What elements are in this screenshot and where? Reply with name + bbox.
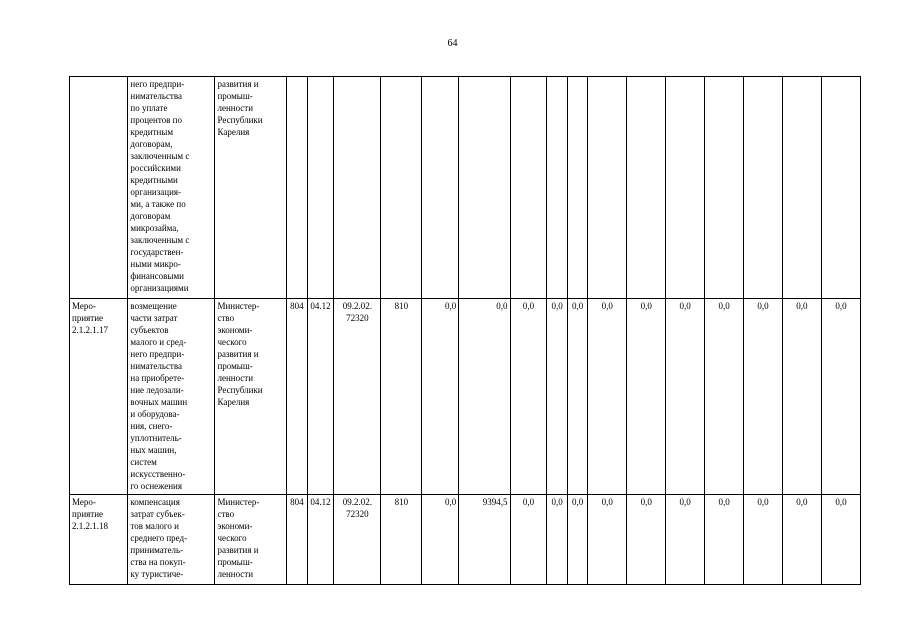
funding-value-cell — [459, 77, 510, 299]
cell-text-line: кредитным — [130, 127, 174, 137]
cell-text-line: промыш- — [217, 557, 253, 567]
cell-text-line: искусственно- — [130, 469, 186, 479]
cell-text-line: заключенным с — [130, 151, 190, 161]
cell-text-line: организация- — [130, 187, 182, 197]
cell-text-line: договорам, — [130, 139, 173, 149]
cell-text-line: кредитными — [130, 175, 178, 185]
cell-text-line: ческого — [217, 337, 247, 347]
cell-text-line: систем — [130, 457, 157, 467]
cell-text-line: тов малого и — [130, 521, 179, 531]
funding-value-cell: 0,0 — [744, 495, 783, 585]
cell-text-line: Карелия — [217, 127, 250, 137]
funding-value-cell: 0,0 — [459, 299, 510, 495]
cell-text-line: ку туристиче- — [130, 569, 184, 579]
funding-value-cell: 0,0 — [588, 495, 627, 585]
cell-text-line: развития и — [217, 349, 259, 359]
cell-text-line: среднего пред- — [130, 533, 188, 543]
cell-text-line: промыш- — [217, 91, 253, 101]
funding-value-cell — [666, 77, 705, 299]
cell-text-line: финансовыми — [130, 271, 184, 281]
responsible-executor-cell — [215, 495, 287, 585]
cell-text-line: ными микро- — [130, 259, 181, 269]
cell-text-line: 72320 — [346, 313, 369, 323]
cell-text-line: Меро- — [72, 301, 96, 311]
funding-value-cell — [627, 77, 666, 299]
grbs-code-cell — [287, 77, 307, 299]
budget-table — [69, 76, 861, 585]
cell-text-line: микрозайма, — [130, 223, 179, 233]
funding-value-cell — [821, 77, 860, 299]
cell-text-line: ства на покуп- — [130, 557, 186, 567]
vr-code-cell: 810 — [381, 495, 422, 585]
funding-value-cell — [510, 77, 547, 299]
cell-text-line: российскими — [130, 163, 181, 173]
funding-value-cell: 0,0 — [510, 495, 547, 585]
cell-text-line: 72320 — [346, 509, 369, 519]
cell-text-line: приятие — [72, 313, 104, 323]
cell-text-line: затрат субъек- — [130, 509, 185, 519]
cell-text-line: Республики — [217, 385, 263, 395]
cell-text-line: компенсация — [130, 497, 180, 507]
responsible-executor-cell — [215, 77, 287, 299]
cell-text-line: договорам — [130, 211, 171, 221]
funding-value-cell — [567, 77, 587, 299]
cell-text-line: ленности — [217, 373, 254, 383]
cell-text-line: развития и — [217, 79, 259, 89]
page-number: 64 — [447, 38, 458, 49]
cell-text-line: приниматель- — [130, 545, 184, 555]
cell-text-line: на приобрете- — [130, 373, 185, 383]
funding-value-cell — [744, 77, 783, 299]
rzpr-code-cell: 04.12 — [307, 299, 334, 495]
activity-name-cell — [70, 495, 128, 585]
funding-value-cell: 0,0 — [627, 495, 666, 585]
cell-text-line: по уплате — [130, 103, 168, 113]
cell-text-line: 2.1.2.1.18 — [72, 521, 108, 531]
cell-text-line: экономи- — [217, 521, 253, 531]
funding-value-cell: 0,0 — [782, 299, 821, 495]
cell-text-line: промыш- — [217, 361, 253, 371]
funding-value-cell: 0,0 — [567, 299, 587, 495]
funding-value-cell: 9394,5 — [459, 495, 510, 585]
cell-text-line: заключенным с — [130, 235, 190, 245]
activity-description-cell — [128, 495, 215, 585]
funding-value-cell — [588, 77, 627, 299]
funding-value-cell: 0,0 — [705, 299, 744, 495]
grbs-code-cell: 804 — [287, 299, 307, 495]
cell-text-line: процентов по — [130, 115, 182, 125]
rzpr-code-cell — [307, 77, 334, 299]
cell-text-line: ческого — [217, 533, 247, 543]
cell-text-line: ленности — [217, 569, 254, 579]
cell-text-line: Министер- — [217, 301, 260, 311]
cell-text-line: ных машин, — [130, 445, 177, 455]
cell-text-line: приятие — [72, 509, 104, 519]
funding-value-cell: 0,0 — [744, 299, 783, 495]
funding-value-cell: 0,0 — [422, 299, 459, 495]
cell-text-line: нимательства — [130, 361, 182, 371]
csr-code-cell — [334, 299, 381, 495]
cell-text-line: нимательства — [130, 91, 182, 101]
funding-value-cell — [705, 77, 744, 299]
grbs-code-cell: 804 — [287, 495, 307, 585]
cell-text-line: ми, а также по — [130, 199, 186, 209]
table-row — [70, 495, 861, 585]
rzpr-code-cell: 04.12 — [307, 495, 334, 585]
funding-value-cell: 0,0 — [705, 495, 744, 585]
vr-code-cell: 810 — [381, 299, 422, 495]
cell-text-line: уплотнитель- — [130, 433, 182, 443]
cell-text-line: части затрат — [130, 313, 178, 323]
cell-text-line: Республики — [217, 115, 263, 125]
cell-text-line: Меро- — [72, 497, 96, 507]
cell-text-line: и оборудова- — [130, 409, 180, 419]
activity-description-cell — [128, 77, 215, 299]
activity-description-cell — [128, 299, 215, 495]
cell-text-line: 09.2.02. — [342, 301, 372, 311]
funding-value-cell: 0,0 — [547, 495, 567, 585]
funding-value-cell: 0,0 — [782, 495, 821, 585]
funding-value-cell: 0,0 — [821, 495, 860, 585]
table-row — [70, 77, 861, 299]
cell-text-line: ленности — [217, 103, 254, 113]
cell-text-line: Министер- — [217, 497, 260, 507]
activity-name-cell — [70, 77, 128, 299]
vr-code-cell — [381, 77, 422, 299]
funding-value-cell: 0,0 — [510, 299, 547, 495]
cell-text-line: него предпри- — [130, 79, 185, 89]
cell-text-line: субъектов — [130, 325, 169, 335]
cell-text-line: него предпри- — [130, 349, 185, 359]
cell-text-line: организациями — [130, 283, 189, 293]
funding-value-cell: 0,0 — [666, 495, 705, 585]
funding-value-cell: 0,0 — [666, 299, 705, 495]
funding-value-cell: 0,0 — [567, 495, 587, 585]
activity-name-cell — [70, 299, 128, 495]
cell-text-line: го оснежения — [130, 481, 183, 491]
cell-text-line: экономи- — [217, 325, 253, 335]
table-row — [70, 299, 861, 495]
cell-text-line: возмещение — [130, 301, 177, 311]
cell-text-line: 09.2.02. — [342, 497, 372, 507]
cell-text-line: ство — [217, 509, 235, 519]
funding-value-cell — [422, 77, 459, 299]
funding-value-cell — [782, 77, 821, 299]
funding-value-cell: 0,0 — [627, 299, 666, 495]
cell-text-line: ние ледозали- — [130, 385, 184, 395]
cell-text-line: Карелия — [217, 397, 250, 407]
cell-text-line: ния, снего- — [130, 421, 173, 431]
funding-value-cell: 0,0 — [588, 299, 627, 495]
funding-value-cell — [547, 77, 567, 299]
funding-value-cell: 0,0 — [821, 299, 860, 495]
csr-code-cell — [334, 495, 381, 585]
cell-text-line: ство — [217, 313, 235, 323]
cell-text-line: малого и сред- — [130, 337, 187, 347]
funding-value-cell: 0,0 — [547, 299, 567, 495]
csr-code-cell — [334, 77, 381, 299]
cell-text-line: государствен- — [130, 247, 184, 257]
funding-value-cell: 0,0 — [422, 495, 459, 585]
responsible-executor-cell — [215, 299, 287, 495]
cell-text-line: вочных машин — [130, 397, 188, 407]
cell-text-line: 2.1.2.1.17 — [72, 325, 108, 335]
cell-text-line: развития и — [217, 545, 259, 555]
